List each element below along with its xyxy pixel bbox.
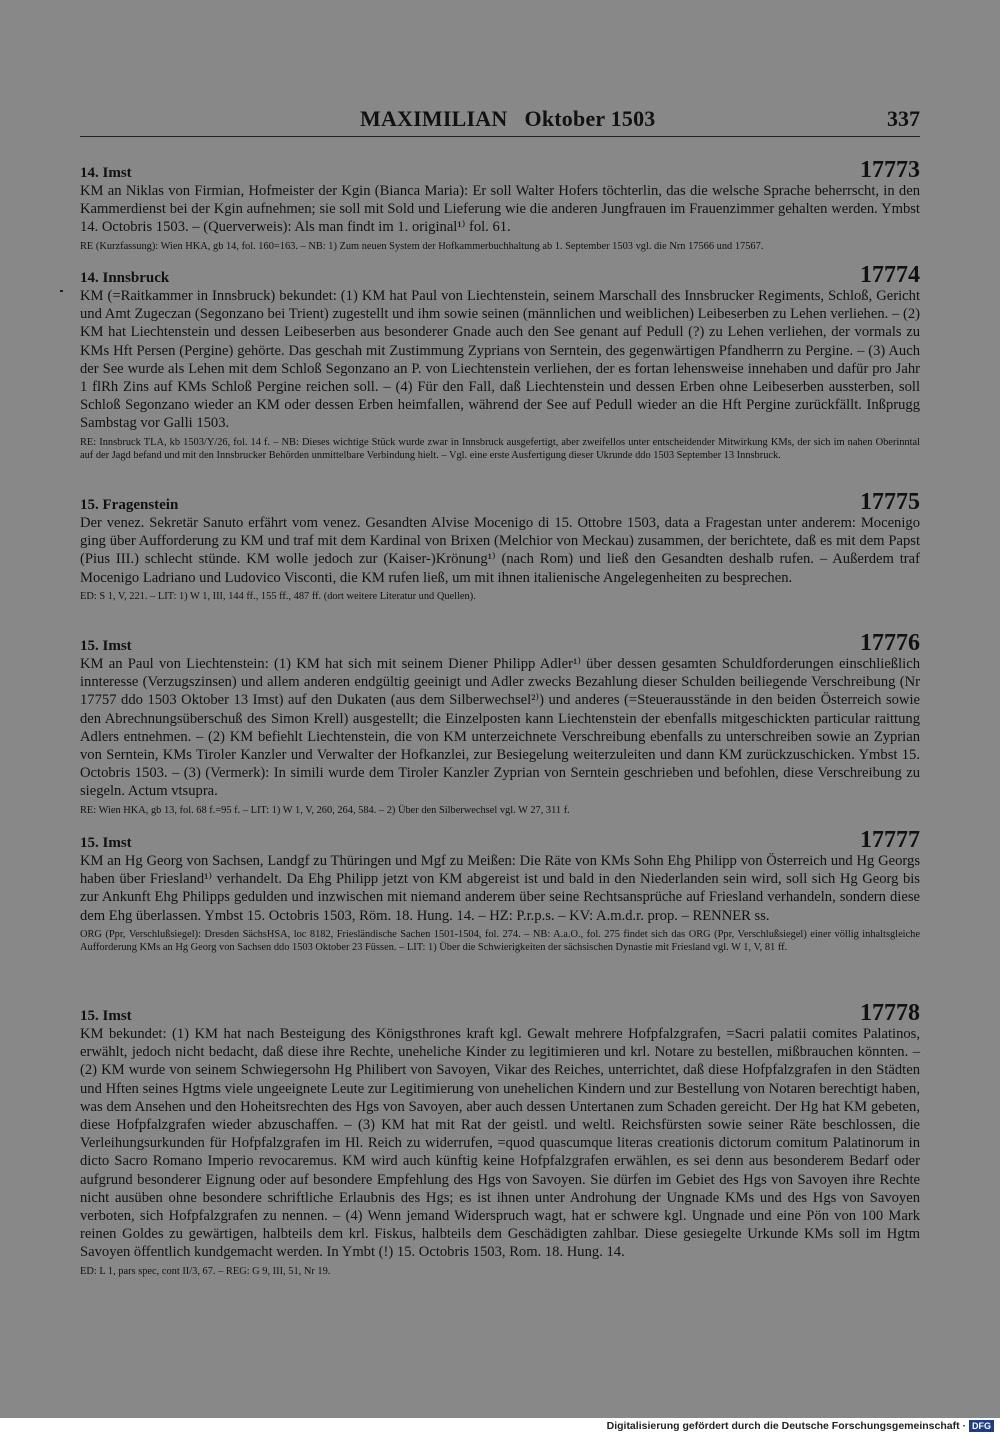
regest-entry (80, 157, 920, 253)
regest-entry (80, 262, 920, 462)
entry-place: 14. Imst (80, 165, 132, 181)
entry-reference: ORG (Ppr, Verschlußsiegel): Dresden SächsHSA, loc 8182, Friesländische Sachen 1501-1504, fol. 274. – NB: A.a.O., fol. 275 findet sich das ORG (Ppr, Verschlußsiegel) einer völlig inhaltsgleiche Aufforderung KMs an Hg Georg von Sachsen ddo 1503 Oktober 23 Füssen. – LIT: 1) Über die Schwierigkeiten der sächsischen Dynastie mit Friesland vgl. W 1, V, 81 ff. (80, 928, 920, 954)
regest-entry (80, 489, 920, 603)
entry-text: KM an Niklas von Firmian, Hofmeister der Kgin (Bianca Maria): Er soll Walter Hofers töchterlin, das die welsche Sprache beherrscht, in den Kammerdienst bei der Kgin aufnehmen; sie soll mit Sold und Lieferung wie die anderen Jungfrauen im Frauenzimmer gehalten werden. Ymbst 14. Octobris 1503. – (Querverweis): Als man findt im 1. original¹⁾ fol. 61. (80, 183, 920, 236)
entry-reference: RE: Wien HKA, gb 13, fol. 68 f.=95 f. – LIT: 1) W 1, V, 260, 264, 584. – 2) Über den Silberwechsel vgl. W 27, 311 f. (80, 804, 570, 816)
regest-entry (80, 1000, 920, 1278)
entry-reference: ED: S 1, V, 221. – LIT: 1) W 1, III, 144 ff., 155 ff., 487 ff. (dort weitere Literatur und Quellen). (80, 590, 476, 602)
entry-place: 15. Fragenstein (80, 497, 179, 513)
regest-entry (80, 630, 920, 817)
entry-text: KM (=Raitkammer in Innsbruck) bekundet: (1) KM hat Paul von Liechtenstein, seinem Marschall des Innsbrucker Regiments, Schloß, Gericht und Amt Zugeczan (Segonzano bei Trient) zugestellt und ihm sowie seinen (männlichen und weiblichen) Leibeserben zu Lehen verliehen. – (2) KM hat Liechtenstein und dessen Leibeserben aus besonderer Gnade auch den See genant auf Pedull (?) zu Lehen verliehen, der vormals zu KMs Hft Persen (Pergine) gehörte. Das geschah mit Zustimmung Zyprians von Serntein, des gegenwärtigen Pfandherrn zu Pergine. – (3) Auch der See wurde als Lehen mit dem Schloß Segonzano an P. von Liechtenstein verliehen, der es fortan lehensweise innehaben und dafür pro Jahr 1 flRh Zins auf KMs Schloß Pergine reichen soll. – (4) Für den Fall, daß Liechtenstein und dessen Erben ohne Leibeserben aussterben, soll Schloß Segonzano wieder an KM oder dessen Erben heimfallen, während der See auf Pedull wieder an die Hft Pergine zurückfällt. Inßprugg Sambstag vor Galli 1503. (80, 288, 920, 432)
entry-text: KM an Paul von Liechtenstein: (1) KM hat sich mit seinem Diener Philipp Adler¹⁾ über dessen gesamten Schuldforderungen einschließlich innteresse (Verzugszinsen) und allem anderen endgültig geeinigt und Adler zwecks Bezahlung dieser Schulden beiliegende Verschreibung (Nr 17757 ddo 1503 Oktober 13 Imst) auf den Dukaten (aus dem Silberwechsel²⁾) und anderes (=Steuerausstände in den beiden Österreich sowie den Abrechnungsüberschuß des Simon Krell) ausgestellt; die Einzelposten kann Liechtenstein der ebenfalls mitgeschickten particular raittung Adlers entnehmen. – (2) KM befiehlt Liechtenstein, die von KM unterzeichnete Verschreibung ebenfalls zu unterschreiben sowie an Zyprian von Serntein, KMs Tiroler Kanzler und Verwalter der Hofkanzlei, zur Besiegelung weiterzuleiten und dann KM zurückzuschicken. Ymbst 15. Octobris 1503. – (3) (Vermerk): In simili wurde dem Tiroler Kanzler Zyprian von Serntein geschrieben und befohlen, diese Verschreibung zu siegeln. Actum vtsupra. (80, 656, 920, 800)
entry-number: 17778 (860, 1000, 920, 1026)
entry-place: 15. Imst (80, 1008, 132, 1024)
running-title: MAXIMILIAN Oktober 1503 (360, 106, 656, 131)
entry-reference: RE (Kurzfassung): Wien HKA, gb 14, fol. 160=163. – NB: 1) Zum neuen System der Hofkammerbuchhaltung ab 1. September 1503 vgl. die Nrn 17566 und 17567. (80, 240, 764, 252)
entry-text: Der venez. Sekretär Sanuto erfährt vom venez. Gesandten Alvise Mocenigo di 15. Ottobre 1503, data a Fragestan unter anderem: Mocenigo ging über Aufforderung zu KM und traf mit dem Kardinal von Brixen (Melchior von Meckau) zusammen, der berichtete, daß es mit dem Papst (Pius III.) schlecht stünde. KM wolle jedoch zur (Kaiser-)Krönung¹⁾ (nach Rom) und ließ den Gesandten deshalb rufen. – Außerdem traf Mocenigo Ladriano und Ludovico Visconti, die KM rufen ließ, um mit ihnen italienische Angelegenheiten zu besprechen. (80, 515, 920, 586)
footer-text: Digitalisierung gefördert durch die Deutsche Forschungsgemeinschaft · (606, 1420, 966, 1432)
page-header (80, 106, 920, 137)
margin-mark (60, 290, 63, 292)
entry-reference: RE: Innsbruck TLA, kb 1503/Y/26, fol. 14 f. – NB: Dieses wichtige Stück wurde zwar in Innsbruck ausgefertigt, aber zweifellos unter entscheidender Mitwirkung KMs, der sich im nahen Oberinntal auf der Jagd befand und mit den Innsbrucker Behörden unmittelbare Verbindung hielt. – Vgl. eine erste Ausfertigung dieser Ukrunde ddo 1503 September 13 Innsbruck. (80, 436, 920, 462)
entry-number: 17773 (860, 157, 920, 183)
dfg-logo: DFG (969, 1420, 994, 1432)
entry-place: 15. Imst (80, 835, 132, 851)
entry-place: 14. Innsbruck (80, 270, 170, 286)
entry-number: 17775 (860, 489, 920, 515)
entry-number: 17776 (860, 630, 920, 656)
regest-entry (80, 827, 920, 955)
entry-number: 17777 (860, 827, 920, 853)
entry-place: 15. Imst (80, 638, 132, 654)
entry-text: KM an Hg Georg von Sachsen, Landgf zu Thüringen und Mgf zu Meißen: Die Räte von KMs Sohn Ehg Philipp von Österreich und Hg Georgs haben über Friesland¹⁾ verhandelt. Da Ehg Philipp jetzt von KM abgereist ist und bald in den Niederlanden sein wird, soll sich Hg Georg bis zur Ankunft Ehg Philipps gedulden und inzwischen mit niemand anderem über seine Rechtsansprüche auf Friesland verhandeln, sondern diese dem Ehg überlassen. Ymbst 15. Octobris 1503, Röm. 18. Hung. 14. – HZ: P.r.p.s. – KV: A.m.d.r. prop. – RENNER ss. (80, 853, 920, 924)
entry-number: 17774 (860, 262, 920, 288)
funding-footer (607, 1419, 994, 1433)
entry-text: KM bekundet: (1) KM hat nach Besteigung des Königsthrones kraft kgl. Gewalt mehrere Hofpfalzgrafen, =Sacri palatii comites Palatinos, erwählt, jedoch nicht bedacht, daß diese ihre Rechte, uneheliche Kinder zu legitimieren und krl. Notare zu bestellen, mißbrauchen könnten. – (2) KM wurde von seinem Schwiegersohn Hg Philibert von Savoyen, Vikar des Reiches, unterrichtet, daß diese Hofpfalzgrafen in den Städten und Hften seines Hgtms viele ungeeignete Leute zur Legitimierung von unehelichen Kindern und zur Bestellung von Notaren berechtigt haben, was dem Ansehen und den Hoheitsrechten des Hgs von Savoyen, aber auch dessen Untertanen zum Schaden gereicht. Der Hg hat KM gebeten, diese Hofpfalzgrafen wieder abzuschaffen. – (3) KM hat mit Rat der geistl. und weltl. Reichsfürsten sowie seiner Räte beschlossen, die Verleihungsurkunden für Hofpfalzgrafen im Hl. Reich zu widerrufen, =quod quascumque literas creationis dictorum comitum Palatinorum in dicto Sacro Romano Imperio revocaremus. KM wird auch künftig keine Hofpfalzgrafen erwählen, es sei denn aus besonderem Bedarf oder aufgrund besonderer Eignung oder auf besondere Empfehlung des Hgs von Savoyen. Sie dürfen im Gebiet des Hgs von Savoyen ihre Rechte nicht ausüben ohne besondere schriftliche Erlaubnis des Hgs; es ist ihnen unter Androhung der Ungnade KMs und des Hgs von Savoyen verboten, sich Hofpfalzgrafen zu nennen. – (4) Wenn jemand Widerspruch wagt, hat er schwere kgl. Ungnade und eine Pön von 100 Mark reinen Goldes zu gewärtigen, halbteils dem krl. Fiskus, halbteils dem Geschädigten zahlbar. Diese gesiegelte Urkunde KMs soll im Hgtm Savoyen öffentlich kundgemacht werden. In Ymbt (!) 15. Octobris 1503, Rom. 18. Hung. 14. (80, 1026, 920, 1261)
page-number: 337 (887, 106, 920, 131)
entry-reference: ED: L 1, pars spec, cont II/3, 67. – REG: G 9, III, 51, Nr 19. (80, 1265, 331, 1277)
